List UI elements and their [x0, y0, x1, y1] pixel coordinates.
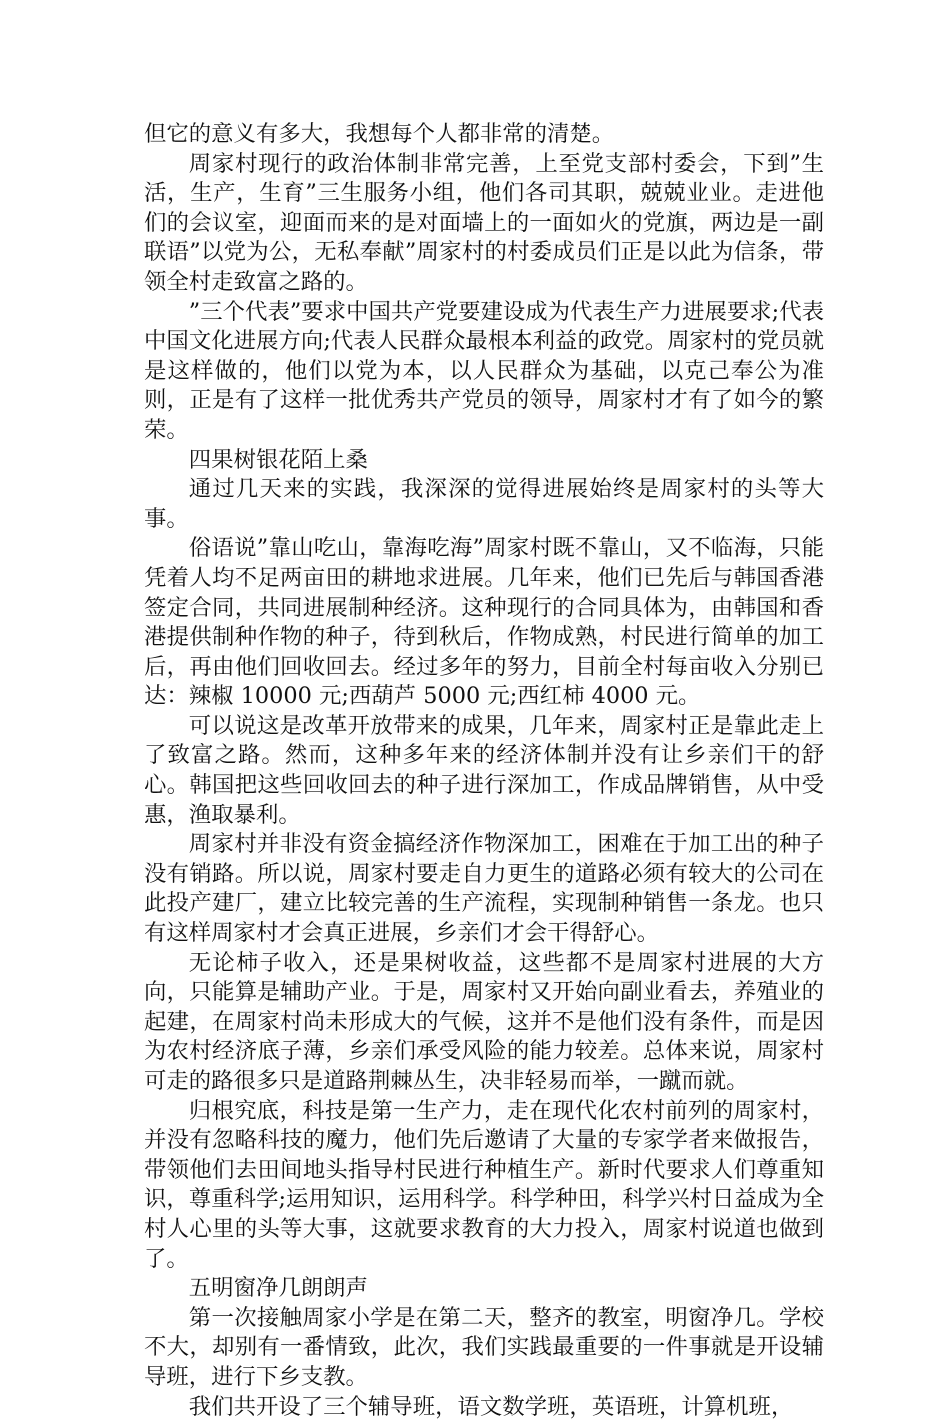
paragraph-three-represents: ”三个代表”要求中国共产党要建设成为代表生产力进展要求;代表中国文化进展方向;代表人民群众最根本利益的政党。周家村的党员就是这样做的，他们以党为本，以人民群众为基础，以克己奉公为准则，正是有了这样一批优秀共产党员的领导，周家村才有了如今的繁荣。 — [144, 298, 824, 443]
section-heading-4: 四果树银花陌上桑 — [188, 446, 368, 473]
paragraph-political-system: 周家村现行的政治体制非常完善，上至党支部村委会，下到”生活，生产，生育”三生服务小组，他们各司其职，兢兢业业。走进他们的会议室，迎面而来的是对面墙上的一面如火的党旗，两边是一副联语”以党为公，无私奉献”周家村的村委成员们正是以此为信条，带领全村走致富之路的。 — [144, 150, 824, 295]
paragraph-seed-economy: 俗语说”靠山吃山，靠海吃海”周家村既不靠山，又不临海，只能凭着人均不足两亩田的耕地求进展。几年来，他们已先后与韩国香港签定合同，共同进展制种经济。这种现行的合同具体为，由韩国和香港提供制种作物的种子，待到秋后，作物成熟，村民进行简单的加工后，再由他们回收回去。经过多年的努力，目前全村每亩收入分别已达：辣椒 10000 元;西葫芦 5000 元;西红柿 4000 元。 — [144, 535, 824, 710]
section-heading-5: 五明窗净几朗朗声 — [188, 1275, 368, 1302]
paragraph-side-industries: 无论柿子收入，还是果树收益，这些都不是周家村进展的大方向，只能算是辅助产业。于是，周家村又开始向副业看去，养殖业的起建，在周家村尚未形成大的气候，这并不是他们没有条件，而是因为农村经济底子薄，乡亲们承受风险的能力较差。总体来说，周家村可走的路很多只是道路荆棘丛生，决非轻易而举，一蹴而就。 — [144, 949, 824, 1094]
document-body — [144, 120, 824, 1422]
paragraph-reform-results: 可以说这是改革开放带来的成果，几年来，周家村正是靠此走上了致富之路。然而，这种多年来的经济体制并没有让乡亲们干的舒心。韩国把这些回收回去的种子进行深加工，作成品牌销售，从中受惠，渔取暴利。 — [144, 712, 824, 828]
paragraph-tutoring-classes: 我们共开设了三个辅导班，语文数学班，英语班，计算机班， — [188, 1393, 794, 1420]
paragraph-science-technology: 归根究底，科技是第一生产力，走在现代化农村前列的周家村，并没有忽略科技的魔力，他们先后邀请了大量的专家学者来做报告，带领他们去田间地头指导村民进行种植生产。新时代要求人们尊重知识，尊重科学;运用知识，运用科学。科学种田，科学兴村日益成为全村人心里的头等大事，这就要求教育的大力投入，周家村说道也做到了。 — [144, 1097, 824, 1272]
paragraph-deep-processing: 周家村并非没有资金搞经济作物深加工，困难在于加工出的种子没有销路。所以说，周家村要走自力更生的道路必须有较大的公司在此投产建厂，建立比较完善的生产流程，实现制种销售一条龙。也只有这样周家村才会真正进展，乡亲们才会干得舒心。 — [144, 831, 824, 947]
paragraph-school-visit: 第一次接触周家小学是在第二天，整齐的教室，明窗净几。学校不大，却别有一番情致，此次，我们实践最重要的一件事就是开设辅导班，进行下乡支教。 — [144, 1304, 824, 1390]
paragraph-continuation: 但它的意义有多大，我想每个人都非常的清楚。 — [144, 121, 615, 147]
paragraph-development: 通过几天来的实践，我深深的觉得进展始终是周家村的头等大事。 — [144, 476, 824, 532]
